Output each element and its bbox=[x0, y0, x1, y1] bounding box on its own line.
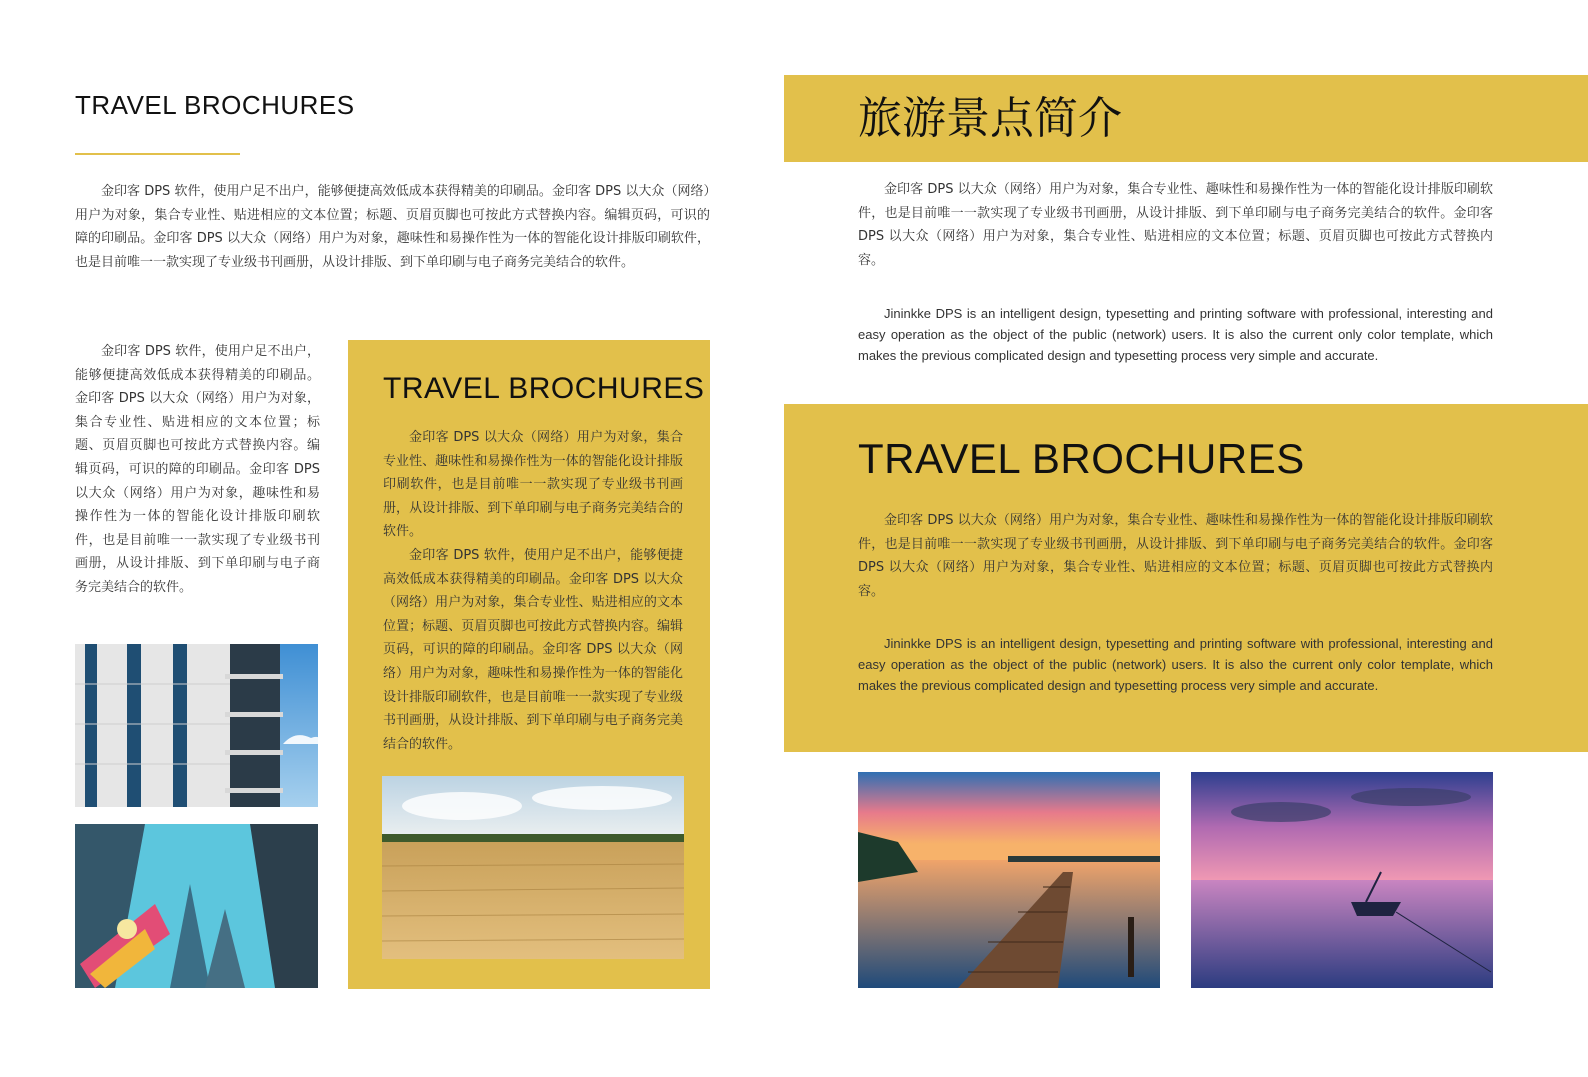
city-skyline-photo bbox=[75, 824, 318, 988]
banner-title: 旅游景点简介 bbox=[858, 93, 1122, 144]
right-title-banner bbox=[784, 75, 1588, 162]
yellow-section-paragraph-cn: 金印客 DPS 以大众（网络）用户为对象，集合专业性、趣味性和易操作性为一体的智能化设计排版印刷软件，也是目前唯一一款实现了专业级书刊画册，从设计排版、到下单印刷与电子商务完美结合的软件。金印客 DPS 以大众（网络）用户为对象，集合专业性、贴进相应的文本位置；标题、页眉页脚也可按此方式替换内容。 bbox=[858, 513, 1493, 599]
boat-sunset-photo bbox=[1191, 772, 1493, 988]
title-accent-line bbox=[75, 153, 240, 155]
left-yellow-box bbox=[348, 340, 710, 989]
left-page-title: TRAVEL BROCHURES bbox=[75, 90, 355, 120]
right-intro-paragraph-en: Jininkke DPS is an intelligent design, typesetting and printing software with professional, interesting and easy operation as the object of the public (network) users. It is also the current only color template, which makes the previous complicated design and typesetting process very simple and accurate. bbox=[858, 306, 1493, 363]
wheat-field-photo bbox=[382, 776, 684, 959]
pier-sunset-photo bbox=[858, 772, 1160, 988]
right-intro-paragraph-cn: 金印客 DPS 以大众（网络）用户为对象，集合专业性、趣味性和易操作性为一体的智能化设计排版印刷软件，也是目前唯一一款实现了专业级书刊画册，从设计排版、到下单印刷与电子商务完美结合的软件。金印客 DPS 以大众（网络）用户为对象，集合专业性、贴进相应的文本位置；标题、页眉页脚也可按此方式替换内容。 bbox=[858, 182, 1493, 268]
left-column-paragraph: 金印客 DPS 软件，使用户足不出户，能够便捷高效低成本获得精美的印刷品。金印客 DPS 以大众（网络）用户为对象，集合专业性、贴进相应的文本位置；标题、页眉页脚也可按此方式替换内容。编辑页码，可识的障的印刷品。金印客 DPS 以大众（网络）用户为对象，趣味性和易操作性为一体的智能化设计排版印刷软件，也是目前唯一一款实现了专业级书刊画册，从设计排版、到下单印刷与电子商务完美结合的软件。 bbox=[75, 344, 320, 595]
left-intro-paragraph: 金印客 DPS 软件，使用户足不出户，能够便捷高效低成本获得精美的印刷品。金印客 DPS 以大众（网络）用户为对象，集合专业性、贴进相应的文本位置；标题、页眉页脚也可按此方式替换内容。编辑页码，可识的障的印刷品。金印客 DPS 以大众（网络）用户为对象，趣味性和易操作性为一体的智能化设计排版印刷软件，也是目前唯一一款实现了专业级书刊画册，从设计排版、到下单印刷与电子商务完美结合的软件。 bbox=[75, 184, 710, 270]
yellow-section-title: TRAVEL BROCHURES bbox=[858, 435, 1305, 482]
yellow-box-paragraph-2: 金印客 DPS 软件，使用户足不出户，能够便捷高效低成本获得精美的印刷品。金印客 DPS 以大众（网络）用户为对象，集合专业性、贴进相应的文本位置；标题、页眉页脚也可按此方式替换内容。编辑页码，可识的障的印刷品。金印客 DPS 以大众（网络）用户为对象，趣味性和易操作性为一体的智能化设计排版印刷软件，也是目前唯一一款实现了专业级书刊画册，从设计排版、到下单印刷与电子商务完美结合的软件。 bbox=[383, 548, 683, 752]
yellow-box-paragraph-1: 金印客 DPS 以大众（网络）用户为对象，集合专业性、趣味性和易操作性为一体的智能化设计排版印刷软件，也是目前唯一一款实现了专业级书刊画册，从设计排版、到下单印刷与电子商务完美结合的软件。 bbox=[383, 430, 683, 540]
yellow-box-title: TRAVEL BROCHURES bbox=[383, 372, 705, 405]
yellow-section-paragraph-en: Jininkke DPS is an intelligent design, typesetting and printing software with professional, interesting and easy operation as the object of the public (network) users. It is also the current only color template, which makes the previous complicated design and typesetting process very simple and accurate. bbox=[858, 636, 1493, 693]
building-photo bbox=[75, 644, 318, 807]
right-yellow-section bbox=[784, 404, 1588, 752]
